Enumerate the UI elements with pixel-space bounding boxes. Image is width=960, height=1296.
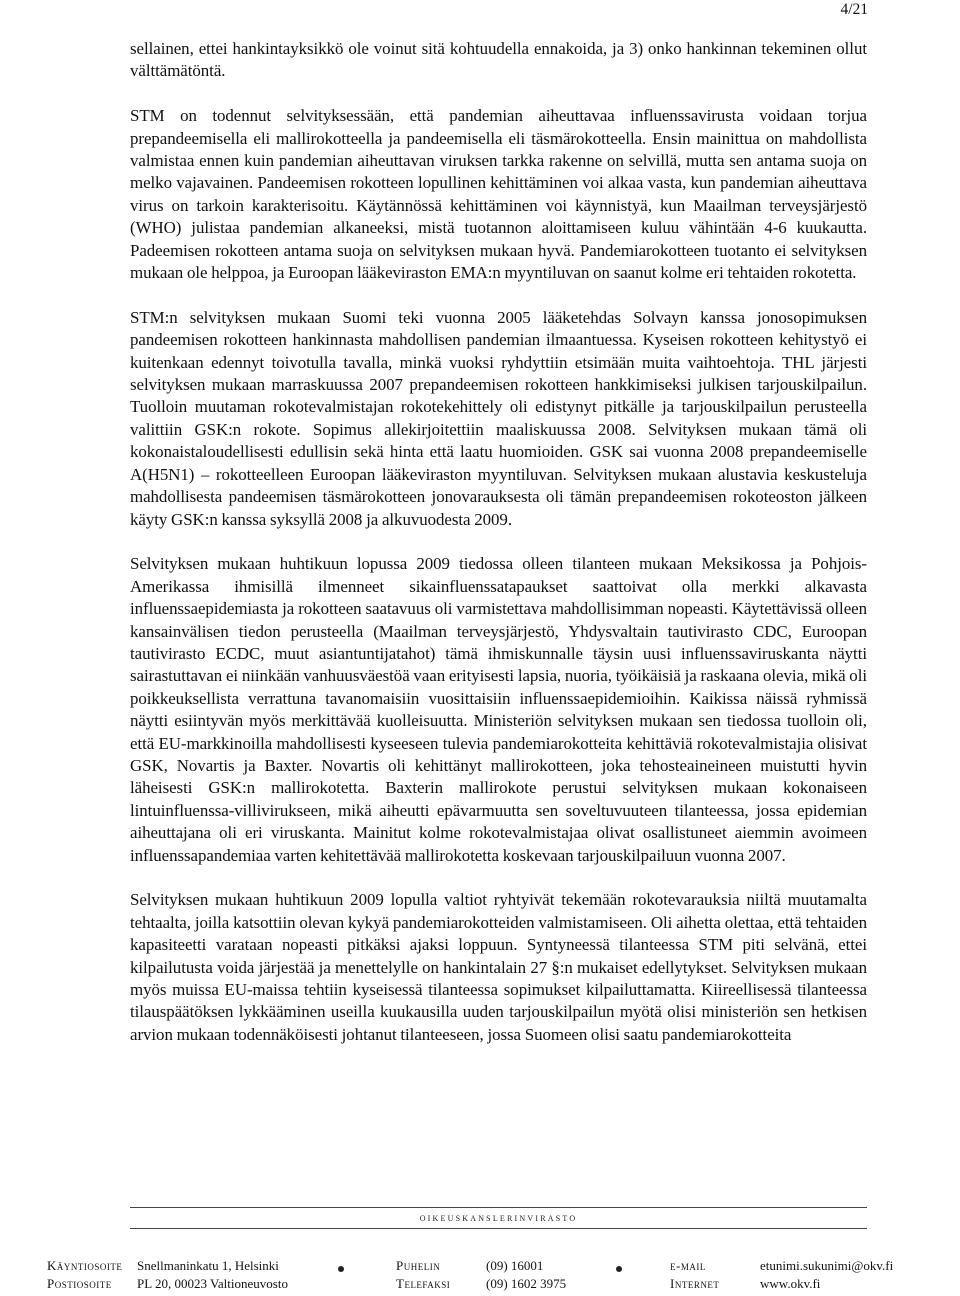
- footer-divider-bottom: [130, 1228, 867, 1229]
- paragraph: sellainen, ettei hankintayksikkö ole voinut sitä kohtuudella ennakoida, ja 3) onko hankinnan tekeminen ollut välttämätöntä.: [130, 39, 867, 81]
- footer-organization: oikeuskanslerinvirasto: [419, 1212, 578, 1224]
- footer-separator-dot: [338, 1266, 344, 1272]
- email-address[interactable]: etunimi.sukunimi@okv.fi: [760, 1258, 894, 1273]
- footer-separator-dot: [616, 1266, 622, 1272]
- footer-contacts: [0, 1256, 960, 1296]
- postal-address: PL 20, 00023 Valtioneuvosto: [137, 1276, 288, 1291]
- email-label: e-mail: [670, 1258, 706, 1273]
- paragraph: STM on todennut selvityksessään, että pandemian aiheuttavaa influenssavirusta voidaan torjua prepandeemisella eli mallirokotteella ja pandeemisella eli täsmärokotteella. Ensin mainittua on mahdollista valmistaa ennen kuin pandemian aiheuttavan viruksen tarkka rakenne on selvillä, mutta sen antama suoja on melko vajavainen. Pandeemisen rokotteen lopullinen kehittäminen voi alkaa vasta, kun pandemian aiheuttava virus on tarkoin karakterisoitu. Käytännössä kehittäminen voi käynnistyä, kun Maailman terveysjärjestö (WHO) julistaa pandemian alkaneeksi, mistä tuotannon aloittamiseen kuluu vähintään 4-6 kuukautta. Padeemisen rokotteen antama suoja on selvityksen mukaan hyvä. Pandemiarokotteen tuotanto ei selvityksen mukaan ole helppoa, ja Euroopan lääkeviraston EMA:n myyntiluvan on saanut kolme eri tehtaiden rokotetta.: [130, 106, 867, 283]
- page-number: 4/21: [840, 1, 868, 18]
- phone-label: Puhelin: [396, 1258, 441, 1273]
- phone-number: (09) 16001: [486, 1258, 544, 1273]
- paragraph: Selvityksen mukaan huhtikuun lopussa 2009 tiedossa olleen tilanteen mukaan Meksikossa ja Pohjois-Amerikassa ihmisillä ilmenneet sikainfluenssatapaukset saattoivat olla merkki alkavasta influenssaepidemiasta ja rokotteen saatavuus oli varmistettava mahdollisimman nopeasti. Käytettävissä olleen kansainvälisen tiedon perusteella (Maailman terveysjärjestö, Yhdysvaltain tautivirasto CDC, Euroopan tautivirasto ECDC, muut asiantuntijatahot) tämä ihmiskunnalle täysin uusi influenssaviruskanta näytti sairastuttavan ei niinkään vanhuusväestöä vaan erityisesti lapsia, nuoria, työikäisiä ja raskaana olevia, mikä oli poikkeuksellista verrattuna tavanomaisiin vuosittaisiin influenssaepidemioihin. Kaikissa näissä ryhmissä näytti esiintyvän myös merkittävää kuolleisuutta. Ministeriön selvityksen mukaan sen tiedossa tuolloin oli, että EU-markkinoilla mahdollisesti kyseeseen tulevia pandemiarokotteita kehittäviä rokotevalmistajia olisivat GSK, Novartis ja Baxter. Novartis oli kehittänyt mallirokotteen, joka tehosteaineineen muistutti hyvin läheisesti GSK:n mallirokotetta. Baxterin mallirokote perustui selvityksen mukaan kokonaiseen lintuinfluenssa-villivirukseen, mikä aiheutti epävarmuutta sen soveltuvuuteen tilanteessa, jossa epidemian aiheuttajana oli eri viruskanta. Mainitut kolme rokotevalmistajaa olivat osallistuneet aiemmin avoimeen influenssapandemiaa varten kehitettävää mallirokotetta koskevaan tarjouskilpailuun vuonna 2007.: [130, 554, 867, 865]
- internet-label: Internet: [670, 1276, 720, 1291]
- website-link[interactable]: www.okv.fi: [760, 1276, 821, 1291]
- paragraph: STM:n selvityksen mukaan Suomi teki vuonna 2005 lääketehdas Solvayn kanssa jonosopimuksen pandeemisen rokotteen hankinnasta mahdollisen pandemian ilmaantuessa. Kyseisen rokotteen kehitystyö ei kuitenkaan edennyt toivotulla tavalla, minkä vuoksi ryhdyttiin etsimään muita vaihtoehtoja. THL järjesti selvityksen mukaan marraskuussa 2007 prepandeemisen rokotteen hankkimiseksi julkisen tarjouskilpailun. Tuolloin muutaman rokotevalmistajan rokotekehittely oli edistynyt pitkälle ja tarjouskilpailun perusteella valittiin GSK:n rokote. Sopimus allekirjoitettiin maaliskuussa 2008. Selvityksen mukaan tämä oli kokonaistaloudellisesti edullisin sekä hinta että laatu huomioiden. GSK sai vuonna 2008 prepandeemiselle A(H5N1) – rokotteelleen Euroopan lääkeviraston myyntiluvan. Selvityksen mukaan alustavia keskusteluja mahdollisesta pandeemisen täsmärokotteen jonovarauksesta oli tämän prepandeemisen rokoteoston jälkeen käyty GSK:n kanssa syksyllä 2008 ja alkuvuodesta 2009.: [130, 307, 867, 529]
- footer-divider-top: [130, 1207, 867, 1208]
- visiting-address: Snellmaninkatu 1, Helsinki: [137, 1258, 279, 1273]
- postal-address-label: Postiosoite: [47, 1276, 112, 1291]
- document-body: [130, 38, 867, 1046]
- visiting-address-label: Käyntiosoite: [47, 1258, 123, 1273]
- fax-label: Telefaksi: [396, 1276, 451, 1291]
- fax-number: (09) 1602 3975: [486, 1276, 567, 1291]
- paragraph: Selvityksen mukaan huhtikuun 2009 lopulla valtiot ryhtyivät tekemään rokotevarauksia niiltä muutamalta tehtaalta, joilla katsottiin olevan kykyä pandemiarokotteiden valmistamiseen. Oli aihetta olettaa, että tehtaiden kapasiteetti varataan nopeasti pitkäksi ajaksi loppuun. Syntyneessä tilanteessa STM piti selvänä, ettei kilpailutusta voida järjestää ja menettelylle on hankintalain 27 §:n mukaiset edellytykset. Selvityksen mukaan myös muissa EU-maissa tehtiin kyseisessä tilanteessa sopimukset kilpailuttamatta. Kiireellisessä tilanteessa tilauspäätöksen lykkääminen useilla kuukausilla uuden tarjouskilpailun myötä olisi ministeriön sen hetkisen arvion mukaan todennäköisesti johtanut tilanteeseen, jossa Suomeen olisi saatu pandemiarokotteita: [130, 890, 867, 1044]
